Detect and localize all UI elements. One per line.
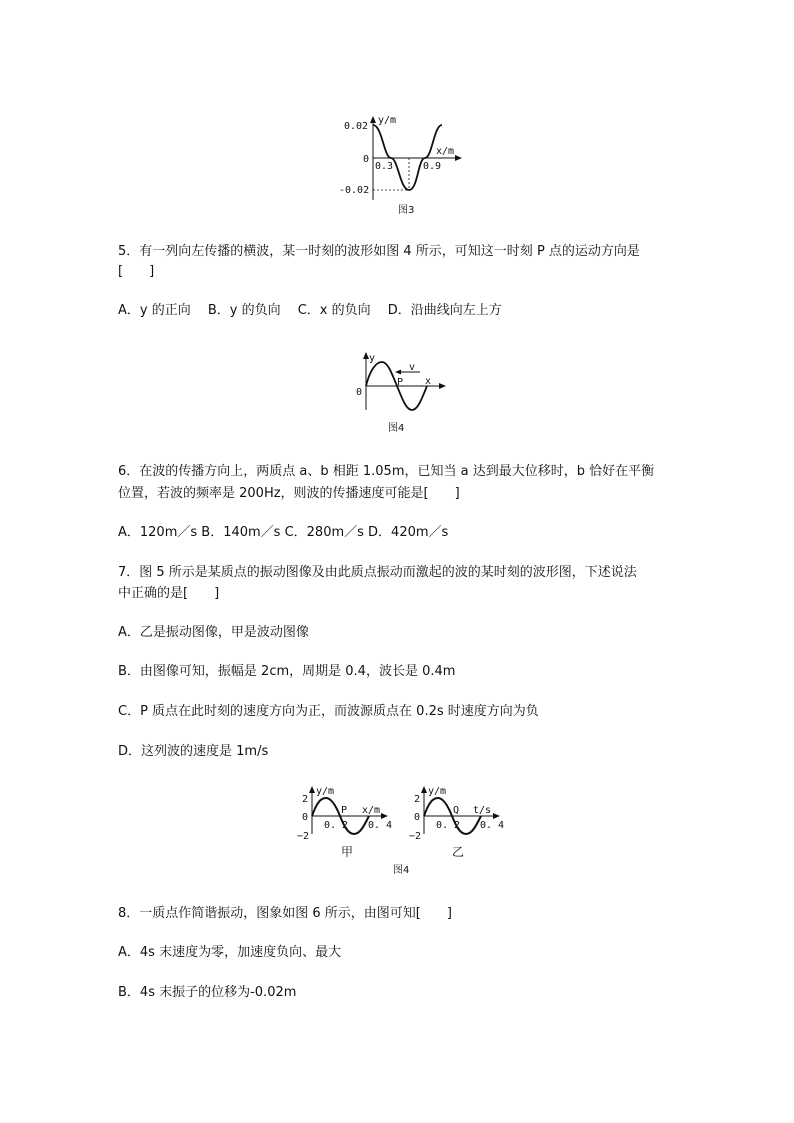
figure-caption: 图4	[393, 865, 410, 876]
graph-yi	[409, 786, 504, 859]
x-axis-label: x/m	[436, 146, 455, 157]
point-p-label: P	[397, 377, 404, 388]
origin-label: 0	[414, 812, 421, 823]
point-q-label: Q	[453, 805, 460, 816]
x-tick-1: 0.3	[375, 161, 394, 172]
figure-4-wave	[346, 348, 456, 438]
x-tick-2: 0.9	[423, 161, 442, 172]
q7-line2: 中正确的是[ ]	[118, 586, 220, 601]
q6-options: A．120m／s B．140m／s C．280m／s D．420m／s	[118, 525, 449, 540]
x-tick-2: 0. 4	[480, 820, 505, 831]
figure-caption: 图3	[398, 205, 415, 216]
figure-5	[292, 784, 507, 880]
q6-line2: 位置，若波的频率是 200Hz，则波的传播速度可能是[ ]	[118, 486, 460, 501]
q5-line2: [ ]	[118, 264, 155, 279]
y-arrow	[370, 116, 376, 123]
q7-option-a: A．乙是振动图像，甲是波动图像	[118, 625, 309, 640]
point-p-label: P	[341, 805, 348, 816]
x-tick-1: 0. 2	[436, 820, 461, 831]
q5-options: A．y 的正向 B．y 的负向 C．x 的负向 D．沿曲线向左上方	[118, 303, 502, 318]
x-arrow	[439, 383, 446, 389]
top-tick: 2	[414, 794, 421, 805]
top-tick: 2	[302, 794, 309, 805]
y-arrow	[421, 786, 427, 793]
origin-label: 0	[356, 387, 363, 398]
q7-option-b: B．由图像可知，振幅是 2cm，周期是 0.4，波长是 0.4m	[118, 664, 456, 679]
y-bottom-tick: -0.02	[339, 185, 370, 196]
q7-option-c: C．P 质点在此时刻的速度方向为正，而波源质点在 0.2s 时速度方向为负	[118, 704, 539, 719]
bottom-tick: −2	[297, 831, 310, 842]
x-tick-2: 0. 4	[368, 820, 393, 831]
figure-3	[330, 112, 470, 217]
q5-line1: 5．有一列向左传播的横波，某一时刻的波形如图 4 所示，可知这一时刻 P 点的运动方向是	[118, 244, 640, 259]
x-arrow	[493, 813, 500, 819]
y-axis-label: y/m	[378, 115, 397, 126]
y-arrow	[309, 786, 315, 793]
x-label: x/m	[362, 805, 381, 816]
q6-line1: 6．在波的传播方向上，两质点 a、b 相距 1.05m，已知当 a 达到最大位移时，b 恰好在平衡	[118, 464, 655, 479]
q8-option-b: B．4s 末振子的位移为-0.02m	[118, 985, 297, 1000]
x-arrow	[381, 813, 388, 819]
y-top-tick: 0.02	[344, 121, 369, 132]
origin-label: 0	[302, 812, 309, 823]
figure-caption: 图4	[388, 423, 405, 434]
x-tick-1: 0. 2	[324, 820, 349, 831]
graph-jia	[297, 786, 392, 859]
q8-option-a: A．4s 末速度为零，加速度负向、最大	[118, 945, 342, 960]
graph-label: 乙	[452, 845, 465, 859]
y-label: y	[369, 353, 376, 364]
origin-label: 0	[363, 154, 370, 165]
x-label: x	[425, 376, 432, 387]
graph-label: 甲	[341, 845, 354, 859]
bottom-tick: −2	[409, 831, 422, 842]
q7-line1: 7．图 5 所示是某质点的振动图像及由此质点振动而激起的波的某时刻的波形图，下述说法	[118, 565, 637, 580]
x-arrow	[455, 155, 462, 161]
x-label: t/s	[473, 805, 492, 816]
y-label: y/m	[428, 786, 447, 797]
q8-line1: 8．一质点作简谐振动，图象如图 6 所示，由图可知[ ]	[118, 906, 452, 921]
q7-option-d: D．这列波的速度是 1m/s	[118, 744, 269, 759]
velocity-arrowhead	[395, 370, 401, 375]
velocity-label: v	[409, 362, 416, 373]
y-label: y/m	[316, 786, 335, 797]
